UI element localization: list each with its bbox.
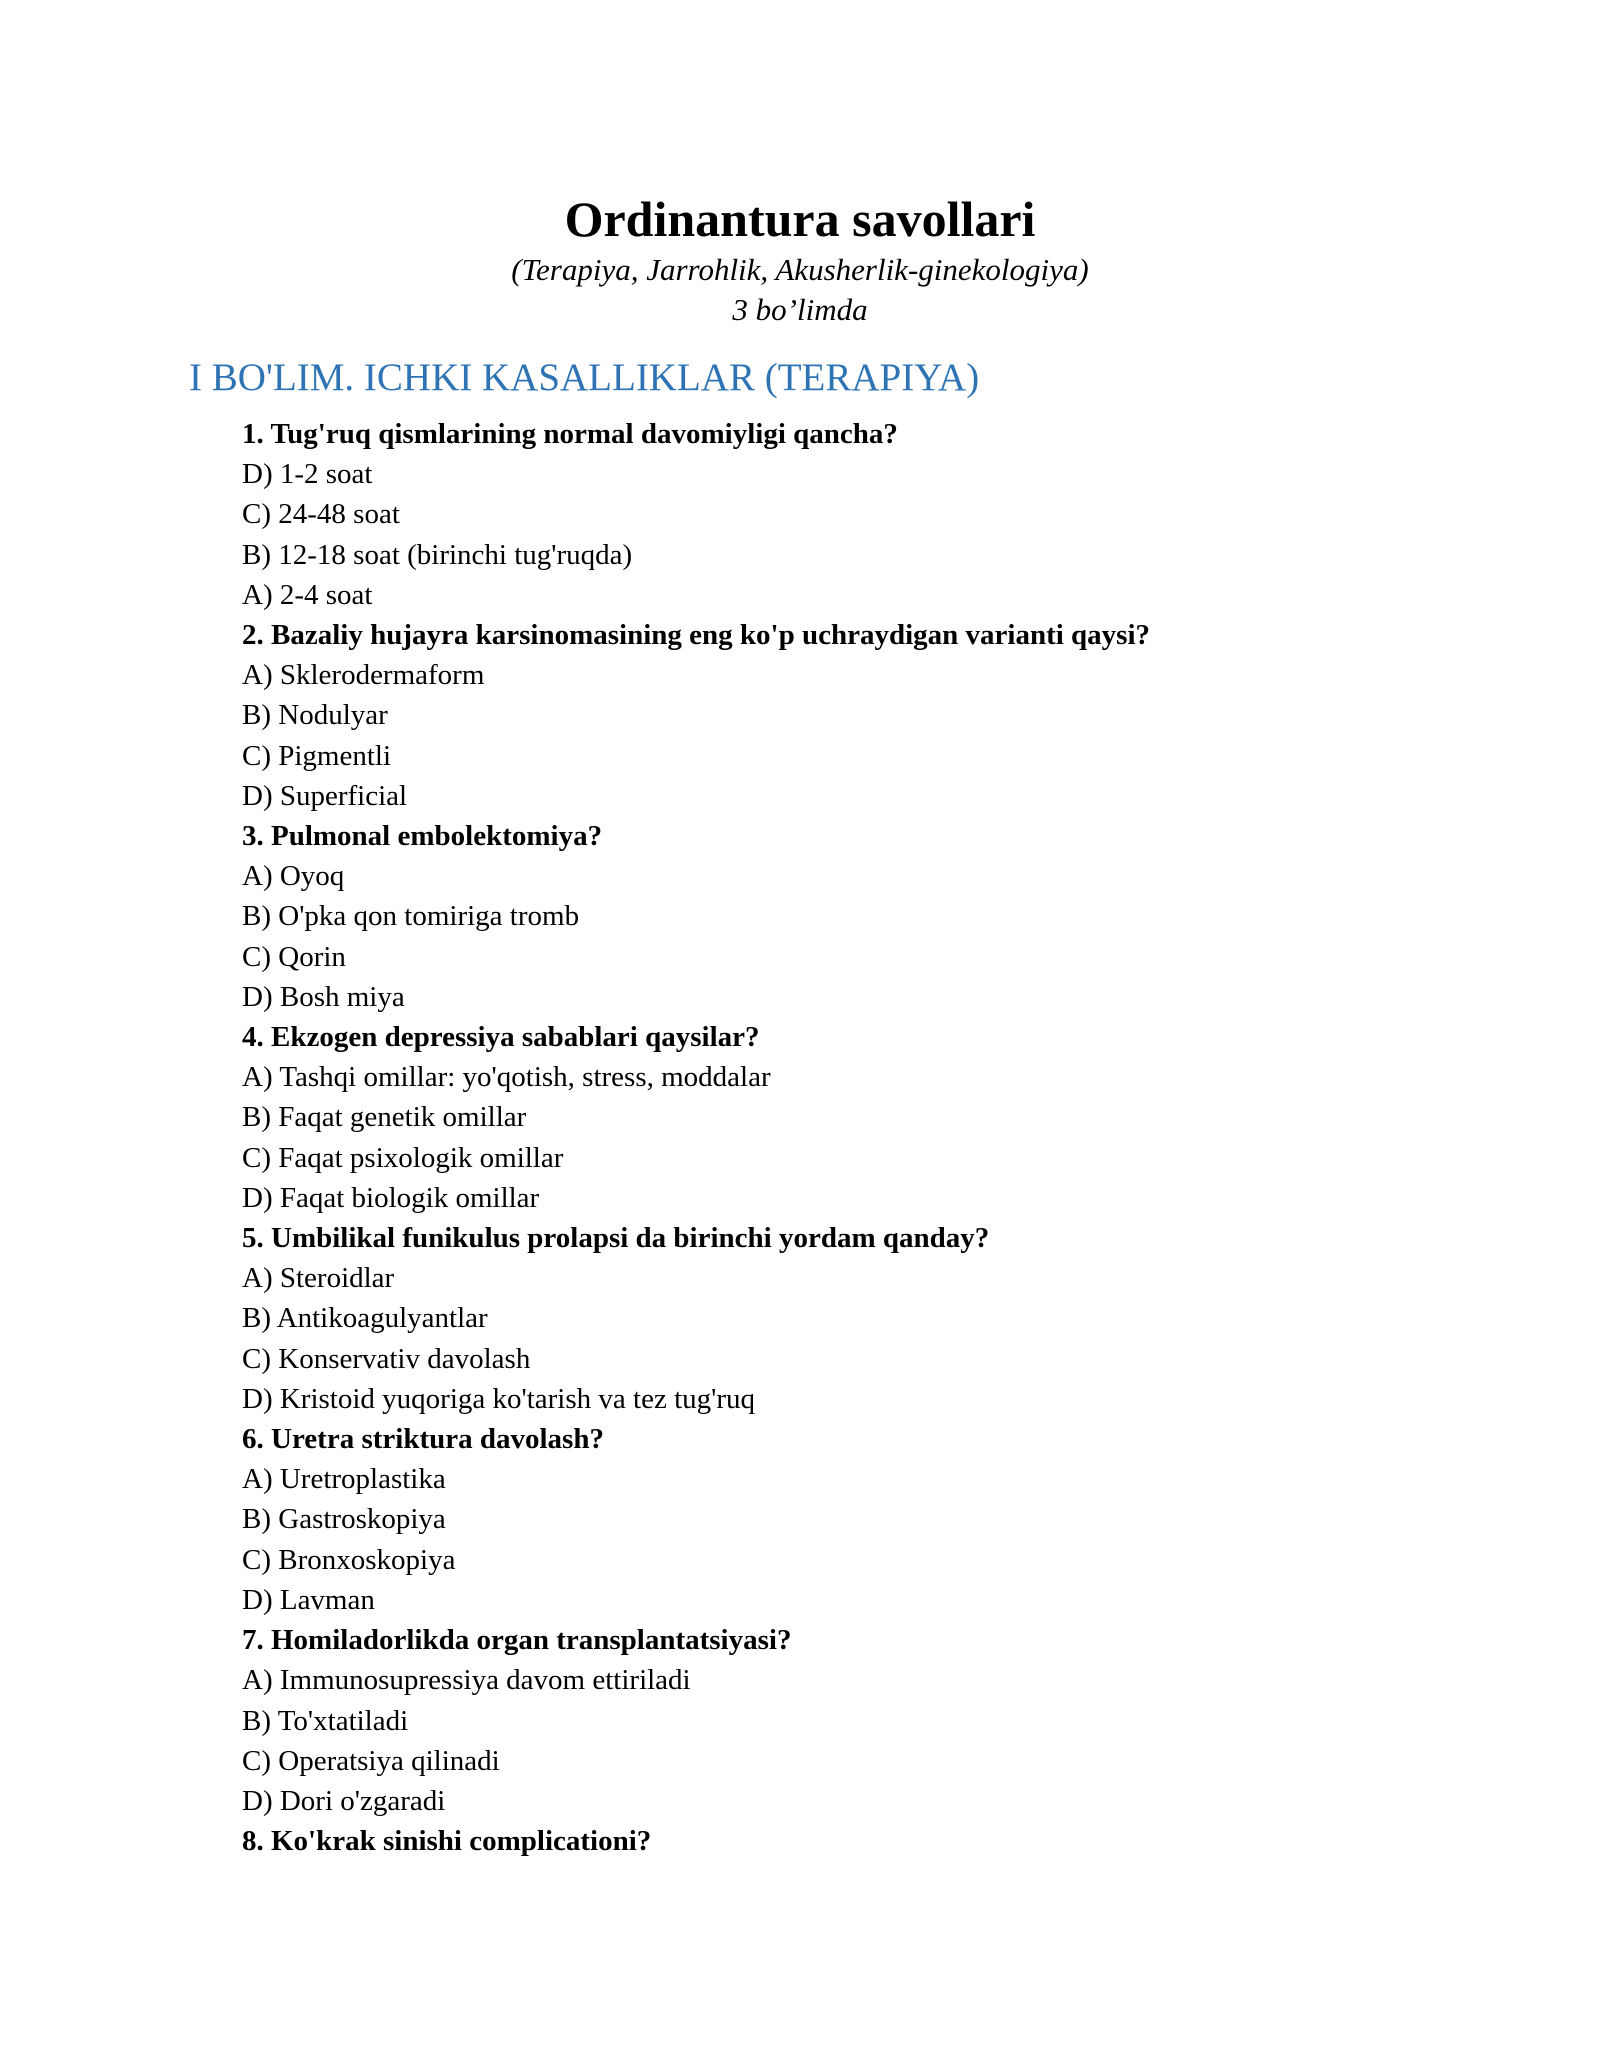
answer-option: A) Oyoq (242, 860, 345, 893)
answer-option: C) Pigmentli (242, 739, 392, 772)
answer-option: C) 24-48 soat (242, 498, 400, 531)
answer-option: A) Tashqi omillar: yo'qotish, stress, moddalar (242, 1061, 771, 1094)
answer-option: C) Faqat psixologik omillar (242, 1141, 564, 1174)
answer-option: B) Antikoagulyantlar (242, 1302, 488, 1335)
question-text: 1. Tug'ruq qismlarining normal davomiyligi qancha? (242, 418, 898, 450)
answer-option: B) Faqat genetik omillar (242, 1101, 527, 1134)
answer-option: D) Faqat biologik omillar (242, 1181, 540, 1214)
question-text: 6. Uretra striktura davolash? (242, 1423, 604, 1456)
answer-option: A) Immunosupressiya davom ettiriladi (242, 1664, 691, 1697)
answer-option: D) Bosh miya (242, 980, 405, 1013)
question-text: 3. Pulmonal embolektomiya? (242, 820, 603, 853)
answer-option: A) 2-4 soat (242, 578, 373, 611)
answer-option: C) Qorin (242, 940, 346, 973)
answer-option: D) Kristoid yuqoriga ko'tarish va tez tug'ruq (242, 1382, 756, 1415)
question-text: 7. Homiladorlikda organ transplantatsiyasi? (242, 1624, 792, 1657)
question-text: 4. Ekzogen depressiya sabablari qaysilar? (242, 1021, 760, 1054)
answer-option: C) Bronxoskopiya (242, 1543, 456, 1576)
question-block (242, 615, 1492, 816)
answer-option: B) 12-18 soat (birinchi tug'ruqda) (242, 538, 633, 571)
document-title: Ordinantura savollari (564, 191, 1036, 247)
answer-option: B) O'pka qon tomiriga tromb (242, 900, 580, 933)
answer-option: C) Operatsiya qilinadi (242, 1744, 500, 1777)
question-text: 2. Bazaliy hujayra karsinomasining eng ko'p uchraydigan varianti qaysi? (242, 619, 1151, 652)
question-block (242, 1218, 1492, 1419)
answer-option: C) Konservativ davolash (242, 1342, 531, 1375)
document-subtitle: (Terapiya, Jarrohlik, Akusherlik-ginekologiya) (511, 252, 1089, 287)
question-block (242, 1620, 1492, 1821)
answer-option: A) Steroidlar (242, 1262, 395, 1295)
question-block (242, 1017, 1492, 1218)
document-parts-note: 3 bo’limda (732, 292, 868, 327)
document-header (0, 188, 1600, 330)
answer-option: D) 1-2 soat (242, 458, 373, 491)
question-text: 8. Ko'krak sinishi complicationi? (242, 1825, 652, 1858)
answer-option: B) To'xtatiladi (242, 1704, 409, 1737)
answer-option: A) Uretroplastika (242, 1463, 446, 1496)
question-block (242, 816, 1492, 1017)
answer-option: D) Lavman (242, 1583, 375, 1616)
question-block (242, 1419, 1492, 1620)
section-heading: I BO'LIM. ICHKI KASALLIKLAR (TERAPIYA) (189, 356, 980, 399)
question-block (242, 414, 1492, 615)
answer-option: D) Dori o'zgaradi (242, 1784, 446, 1817)
question-block (242, 1821, 1492, 1861)
answer-option: A) Sklerodermaform (242, 659, 485, 692)
answer-option: B) Nodulyar (242, 699, 388, 732)
answer-option: B) Gastroskopiya (242, 1503, 446, 1536)
question-list (242, 414, 1492, 1861)
question-text: 5. Umbilikal funikulus prolapsi da birinchi yordam qanday? (242, 1222, 990, 1255)
answer-option: D) Superficial (242, 779, 408, 812)
